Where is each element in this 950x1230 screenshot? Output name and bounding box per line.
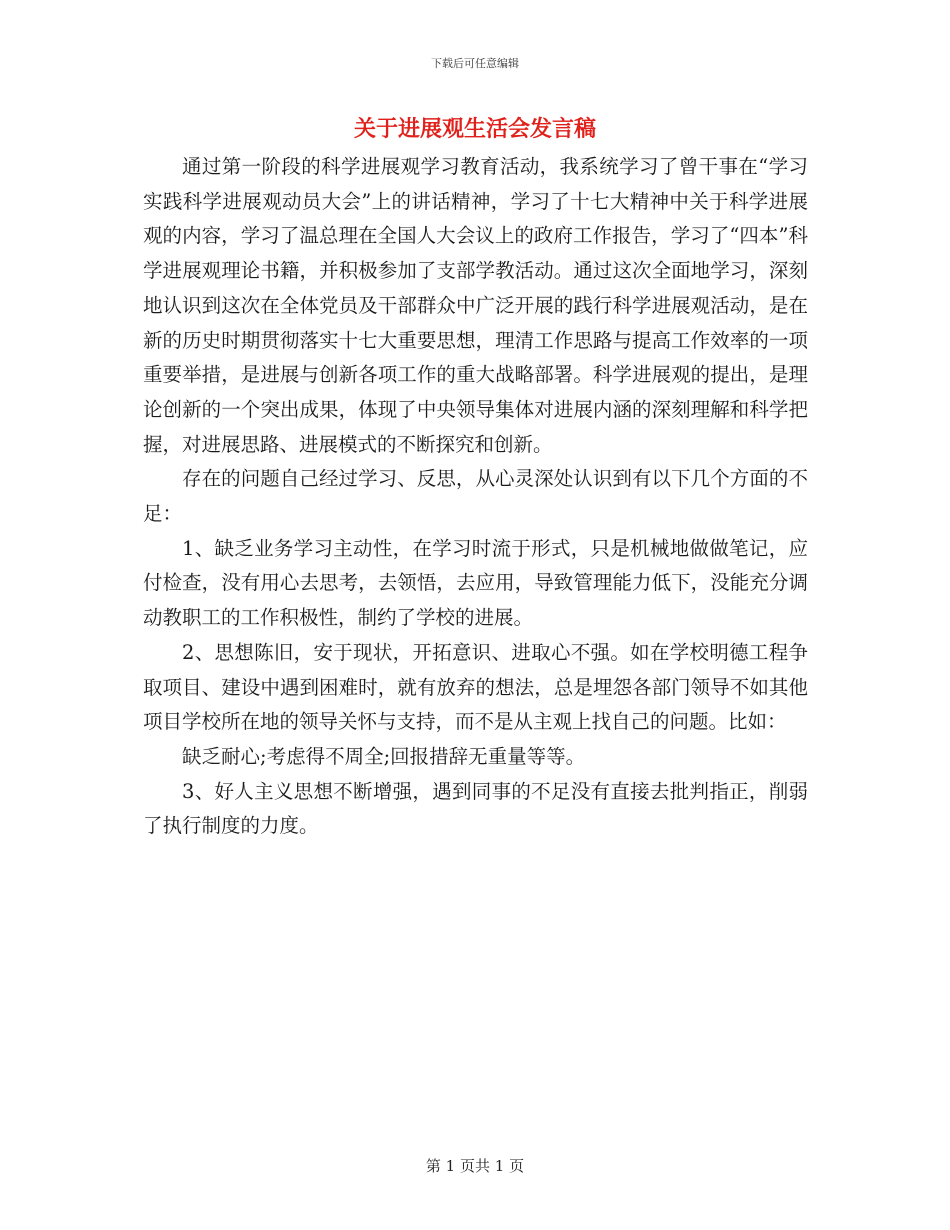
page-footer: 第 1 页共 1 页 [425,1157,525,1175]
header-note: 下载后可任意编辑 [431,57,519,70]
paragraph-point-3: 3、好人主义思想不断增强，遇到同事的不足没有直接去批判指正，削弱了执行制度的力度。 [143,779,808,838]
paragraph-problems-intro: 存在的问题自己经过学习、反思，从心灵深处认识到有以下几个方面的不足： [143,467,808,526]
paragraph-intro: 通过第一阶段的科学进展观学习教育活动，我系统学习了曾干事在“学习实践科学进展观动员大会”上的讲话精神，学习了十七大精神中关于科学进展观的内容，学习了温总理在全国人大会议上的政府工作报告，学习了“四本”科学进展观理论书籍，并积极参加了支部学教活动。通过这次全面地学习，深刻地认识到这次在全体党员及干部群众中广泛开展的践行科学进展观活动，是在新的历史时期贯彻落实十七大重要思想，理清工作思路与提高工作效率的一项重要举措，是进展与创新各项工作的重大战略部署。科学进展观的提出，是理论创新的一个突出成果，体现了中央领导集体对进展内涵的深刻理解和科学把握，对进展思路、进展模式的不断探究和创新。 [143,155,808,456]
paragraph-point-1: 1、缺乏业务学习主动性，在学习时流于形式，只是机械地做做笔记，应付检查，没有用心去思考，去领悟，去应用，导致管理能力低下，没能充分调动教职工的工作积极性，制约了学校的进展。 [143,536,808,630]
document-title: 关于进展观生活会发言稿 [353,116,596,142]
document-body [143,150,808,844]
paragraph-point-2: 2、思想陈旧，安于现状，开拓意识、进取心不强。如在学校明德工程争取项目、建设中遇到困难时，就有放弃的想法，总是埋怨各部门领导不如其他项目学校所在地的领导关怀与支持，而不是从主观上找自己的问题。比如： [143,640,808,734]
paragraph-example: 缺乏耐心;考虑得不周全;回报措辞无重量等等。 [182,744,586,768]
